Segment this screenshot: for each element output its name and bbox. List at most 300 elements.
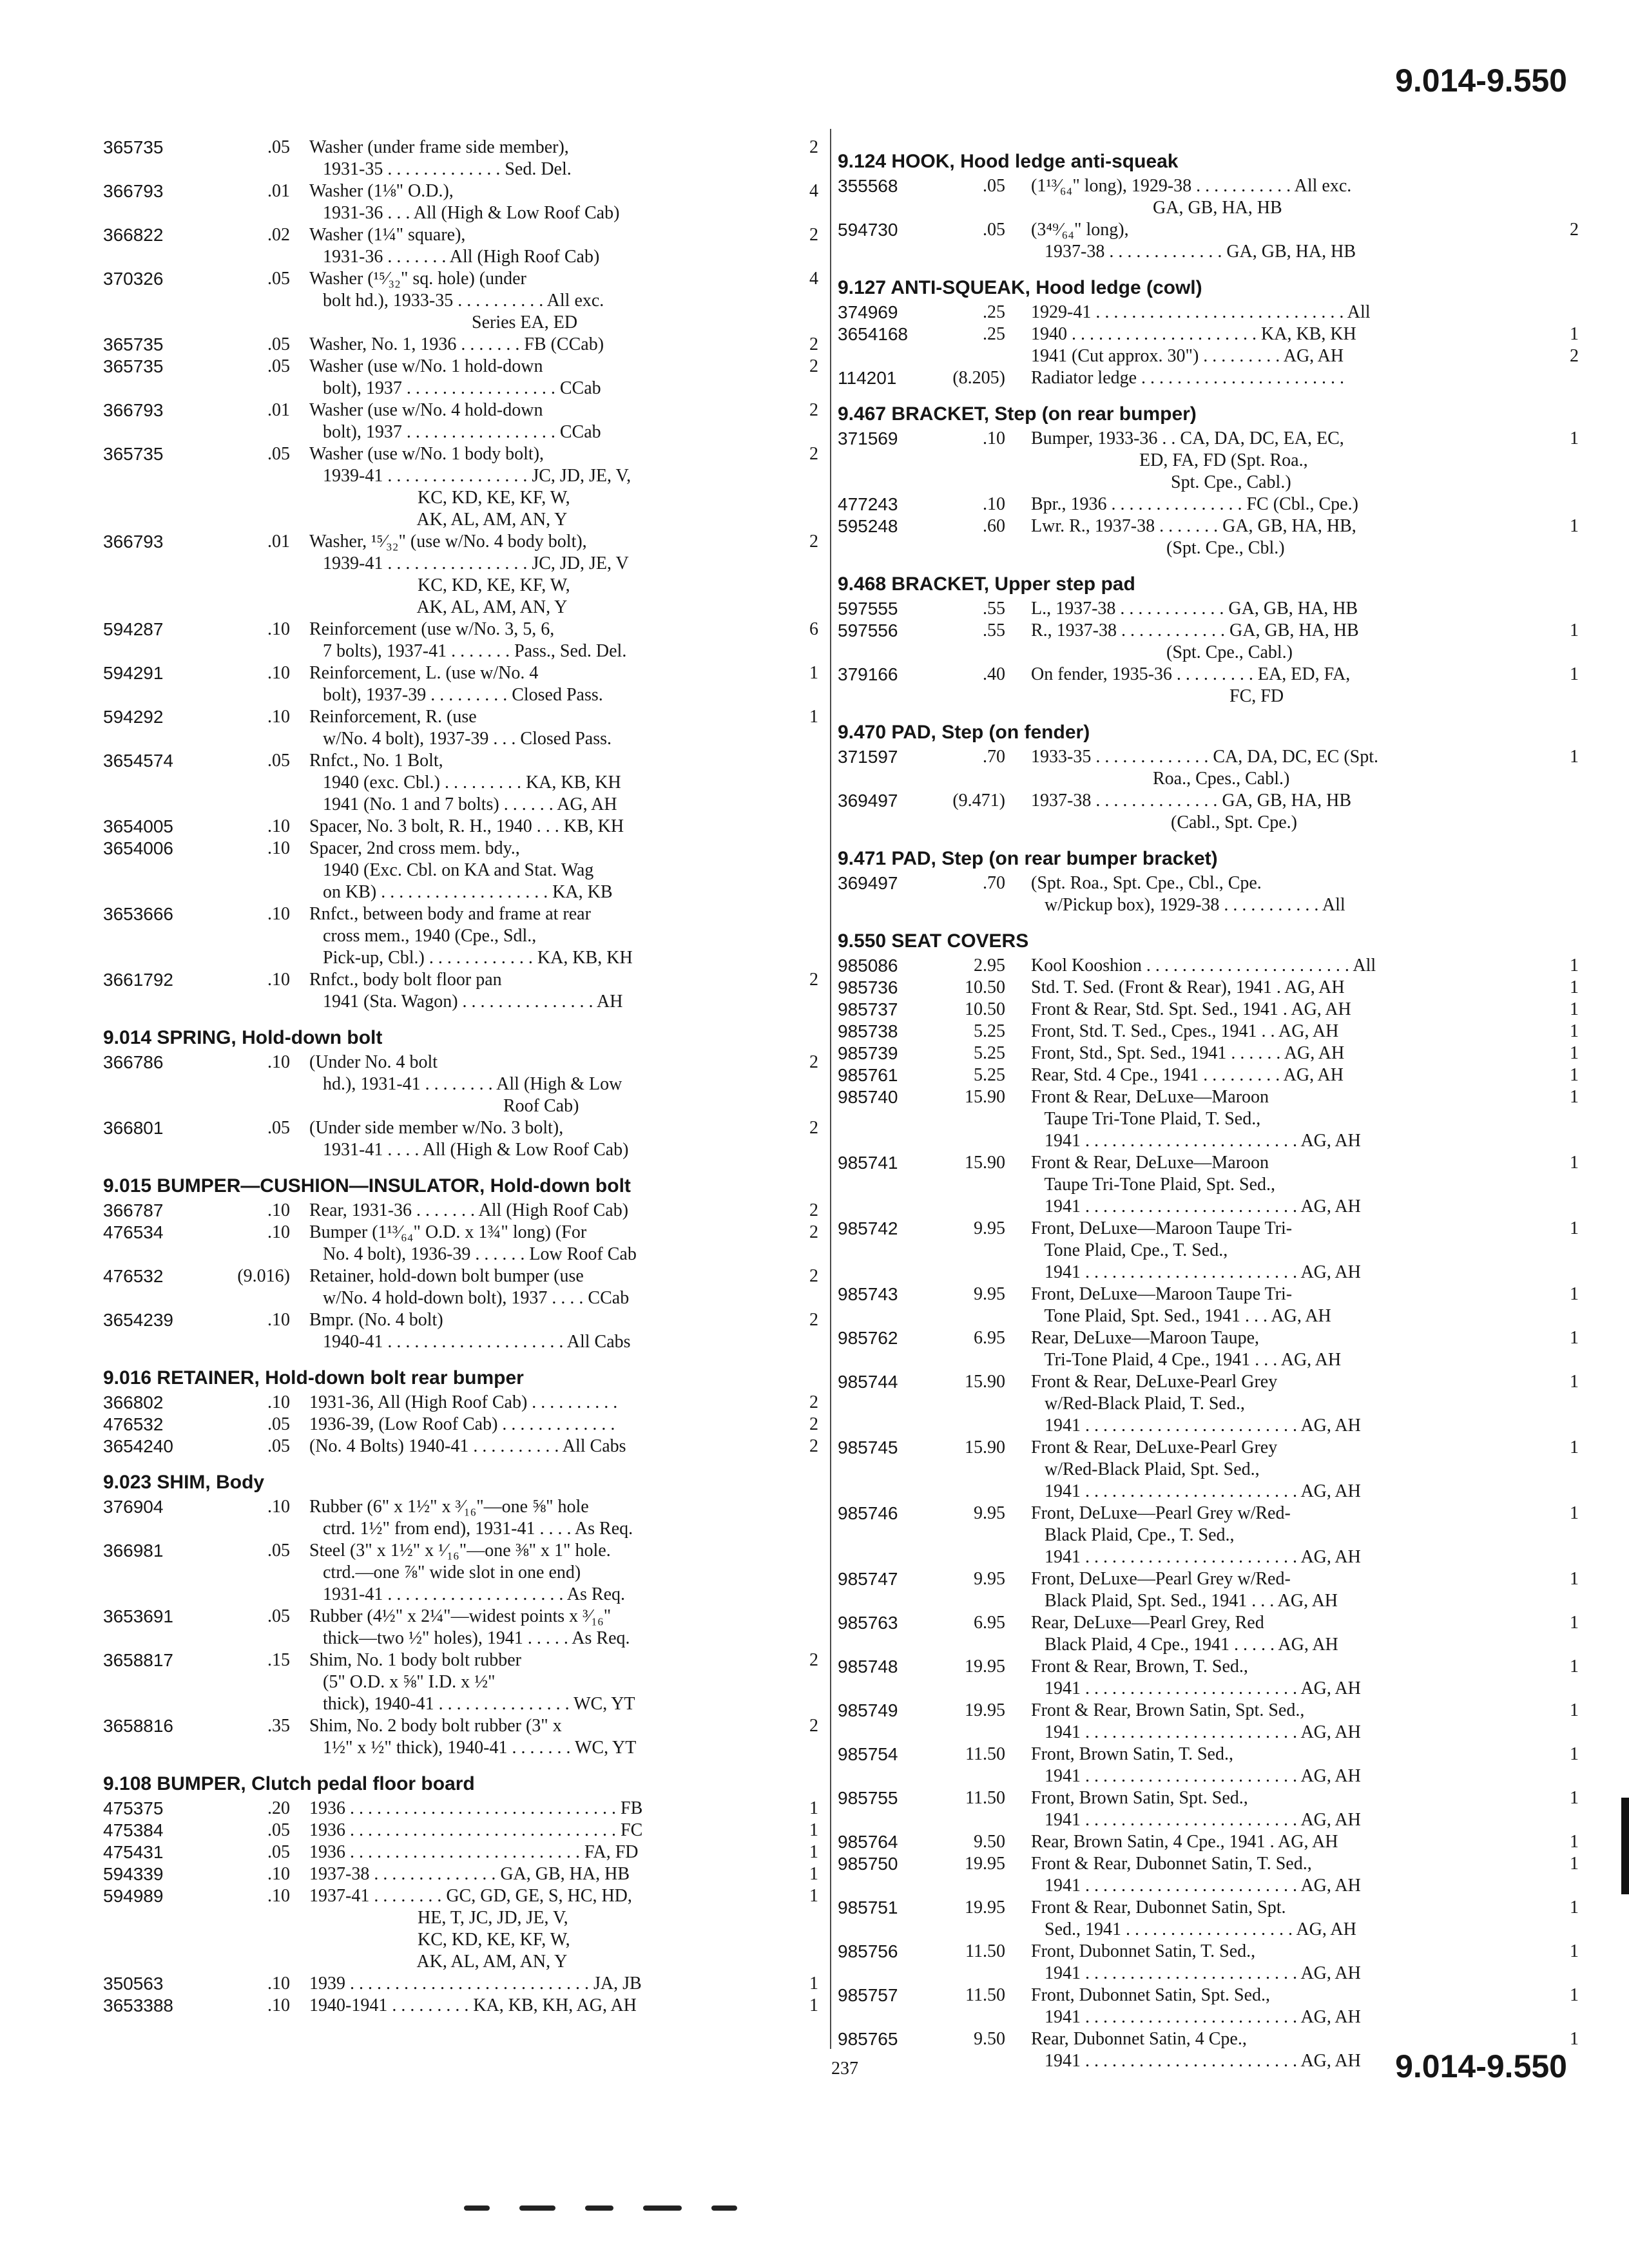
list-price: .10 (267, 1200, 290, 1220)
quantity: 1 (1570, 1437, 1579, 1457)
parts-group (838, 274, 1579, 389)
quantity: 1 (809, 1995, 818, 2015)
part-description: Washer (¹⁵⁄₃₂" sq. hole) (under bolt hd.), 1933-35 . . . . . . . . . . All exc. Series EA, ED (309, 269, 604, 332)
part-entry (838, 1700, 1579, 1744)
list-price: 11.50 (965, 1985, 1005, 2005)
list-price: 15.90 (965, 1437, 1005, 1457)
list-price: .55 (983, 599, 1005, 619)
quantity: 1 (809, 1974, 818, 1994)
list-price: .01 (267, 181, 290, 201)
list-price: 9.95 (974, 1569, 1005, 1589)
part-description: L., 1937-38 . . . . . . . . . . . . GA, GB, HA, HB (1031, 599, 1358, 619)
part-description: Rear, DeLuxe—Pearl Grey, Red Black Plaid, 4 Cpe., 1941 . . . . . AG, AH (1031, 1613, 1338, 1655)
part-entry (838, 872, 1579, 916)
part-description: Front, DeLuxe—Pearl Grey w/Red- Black Plaid, Cpe., T. Sed., 1941 . . . . . . . . . . . . . . . . . . . . . . . . AG, AH (1031, 1503, 1361, 1567)
part-description: Rnfct., body bolt floor pan 1941 (Sta. Wagon) . . . . . . . . . . . . . . . AH (309, 970, 623, 1012)
list-price: .10 (267, 619, 290, 639)
part-number: 594730 (838, 220, 898, 240)
part-description: Front, DeLuxe—Maroon Taupe Tri- Tone Plaid, Cpe., T. Sed., 1941 . . . . . . . . . . . . . . . . . . . . . . . . AG, AH (1031, 1218, 1361, 1282)
list-price: 11.50 (965, 1941, 1005, 1961)
quantity: 2 (809, 970, 818, 990)
quantity: 2 (809, 356, 818, 376)
part-number: 594291 (103, 663, 164, 683)
part-description: (Spt. Roa., Spt. Cpe., Cbl., Cpe. w/Pickup box), 1929-38 . . . . . . . . . . . All (1031, 873, 1345, 915)
quantity: 6 (809, 619, 818, 639)
quantity: 1 (1570, 977, 1579, 997)
smudge-mark (711, 2206, 737, 2211)
quantity: 1 (809, 663, 818, 683)
list-price: .10 (267, 1864, 290, 1884)
list-price: .10 (267, 663, 290, 683)
list-price: .60 (983, 516, 1005, 536)
part-number: 376904 (103, 1497, 164, 1517)
quantity: 2 (809, 334, 818, 354)
smudge-mark (643, 2206, 682, 2211)
quantity: 1 (809, 1886, 818, 1906)
parts-group (838, 719, 1579, 834)
parts-group (103, 1024, 818, 1161)
part-entry (103, 224, 818, 268)
part-number: 366786 (103, 1052, 164, 1072)
group-title: 9.023 SHIM, Body (103, 1472, 265, 1493)
part-entry (838, 515, 1579, 559)
part-number: 366801 (103, 1118, 164, 1138)
group-title: 9.014 SPRING, Hold-down bolt (103, 1027, 383, 1048)
part-number: 985756 (838, 1941, 898, 1961)
part-entry (838, 1064, 1579, 1086)
quantity: 1 (809, 1864, 818, 1884)
part-entry (838, 1897, 1579, 1941)
part-entry (103, 1540, 818, 1606)
column-divider (830, 129, 831, 2049)
part-description: Front, Std., Spt. Sed., 1941 . . . . . . AG, AH (1031, 1043, 1345, 1063)
part-description: Shim, No. 1 body bolt rubber (5" O.D. x ⅝" I.D. x ½" thick), 1940-41 . . . . . . . . . . . . . . . WC, YT (309, 1650, 635, 1714)
part-number: 985755 (838, 1788, 898, 1808)
part-entry (838, 1853, 1579, 1897)
part-description: Front & Rear, Std. Spt. Sed., 1941 . AG, AH (1031, 999, 1351, 1019)
part-description: Rear, Std. 4 Cpe., 1941 . . . . . . . . . AG, AH (1031, 1065, 1344, 1085)
part-number: 597556 (838, 620, 898, 640)
quantity: 1 (1570, 664, 1579, 684)
part-description: Front & Rear, Brown Satin, Spt. Sed., 1941 . . . . . . . . . . . . . . . . . . . . . . . . AG, AH (1031, 1700, 1361, 1742)
list-price: 19.95 (965, 1898, 1005, 1917)
part-number: 374969 (838, 302, 898, 322)
part-number: 594339 (103, 1864, 164, 1884)
quantity: 1 (1570, 747, 1579, 767)
part-description: 1936 . . . . . . . . . . . . . . . . . . . . . . . . . . . . . . FB (309, 1798, 643, 1818)
list-price: .40 (983, 664, 1005, 684)
part-description: 1937-41 . . . . . . . . GC, GD, GE, S, HC, HD, HE, T, JC, JD, JE, V, KC, KD, KE, KF, W, AK, AL, AM, AN, Y (309, 1886, 632, 1972)
part-entry (838, 323, 1579, 367)
part-number: 3654006 (103, 838, 174, 858)
part-number: 985748 (838, 1657, 898, 1677)
part-number: 371597 (838, 747, 898, 767)
part-entry (103, 399, 818, 443)
footer-page-range: 9.014-9.550 (1395, 2048, 1567, 2084)
part-number: 985743 (838, 1284, 898, 1304)
part-entry (838, 746, 1579, 790)
list-price: .10 (267, 1222, 290, 1242)
part-description: R., 1937-38 . . . . . . . . . . . . GA, GB, HA, HB (Spt. Cpe., Cabl.) (1031, 620, 1359, 662)
part-number: 379166 (838, 664, 898, 684)
quantity: 1 (1570, 1503, 1579, 1523)
part-number: 985741 (838, 1153, 898, 1173)
part-description: Bumper (1¹³⁄₆₄" O.D. x 1¾" long) (For No. 4 bolt), 1936-39 . . . . . . Low Roof Cab (309, 1222, 637, 1264)
part-description: Front & Rear, DeLuxe—Maroon Taupe Tri-Tone Plaid, Spt. Sed., 1941 . . . . . . . . . . . . . . . . . . . . . . . . AG, AH (1031, 1153, 1361, 1216)
group-title: 9.016 RETAINER, Hold-down bolt rear bumper (103, 1367, 524, 1389)
part-entry (103, 137, 818, 180)
part-description: 1936 . . . . . . . . . . . . . . . . . . . . . . . . . . FA, FD (309, 1842, 639, 1862)
parts-group (103, 137, 818, 1013)
part-entry (838, 664, 1579, 707)
part-number: 369497 (838, 791, 898, 811)
part-entry (838, 999, 1579, 1021)
parts-group (103, 1469, 818, 1759)
part-number: 985750 (838, 1854, 898, 1874)
list-price: .05 (267, 269, 290, 289)
part-number: 475384 (103, 1820, 164, 1840)
part-entry (103, 1973, 818, 1995)
quantity: 2 (809, 1310, 818, 1330)
part-entry (838, 1437, 1579, 1503)
part-number: 3654239 (103, 1310, 174, 1330)
part-entry (838, 790, 1579, 834)
list-price: .05 (267, 137, 290, 157)
part-entry (103, 706, 818, 750)
quantity: 2 (809, 137, 818, 157)
list-price: 19.95 (965, 1657, 1005, 1677)
part-description: (3⁴⁹⁄₆₄" long), 1937-38 . . . . . . . . . . . . . GA, GB, HA, HB (1031, 220, 1356, 262)
part-number: 366802 (103, 1392, 164, 1412)
part-description: Kool Kooshion . . . . . . . . . . . . . . . . . . . . . . . All (1031, 956, 1376, 975)
part-number: 594292 (103, 707, 164, 727)
part-entry (838, 955, 1579, 977)
part-description: Reinforcement, R. (use w/No. 4 bolt), 1937-39 . . . Closed Pass. (309, 707, 612, 749)
list-price: .10 (267, 1974, 290, 1994)
part-description: 1936 . . . . . . . . . . . . . . . . . . . . . . . . . . . . . . FC (309, 1820, 643, 1840)
list-price: (9.016) (237, 1266, 290, 1286)
part-entry (103, 1820, 818, 1841)
group-title: 9.550 SEAT COVERS (838, 930, 1029, 952)
quantity: 2 (809, 1118, 818, 1138)
group-title: 9.127 ANTI-SQUEAK, Hood ledge (cowl) (838, 277, 1202, 298)
part-entry (103, 1496, 818, 1540)
part-entry (103, 1392, 818, 1414)
part-entry (838, 1086, 1579, 1152)
part-entry (103, 1200, 818, 1222)
quantity: 1 2 (1570, 324, 1579, 366)
part-description: Rnfct., No. 1 Bolt, 1940 (exc. Cbl.) . . . . . . . . . KA, KB, KH 1941 (No. 1 and 7 bolts) . . . . . . AG, AH (309, 751, 621, 814)
list-price: 5.25 (974, 1021, 1005, 1041)
list-price: .10 (267, 1995, 290, 2015)
quantity: 1 (1570, 1328, 1579, 1348)
list-price: 6.95 (974, 1613, 1005, 1633)
part-description: 1929-41 . . . . . . . . . . . . . . . . . . . . . . . . . . . . All (1031, 302, 1371, 322)
part-number: 476534 (103, 1222, 164, 1242)
quantity: 1 (1570, 1941, 1579, 1961)
part-description: Washer (under frame side member), 1931-35 . . . . . . . . . . . . . Sed. Del. (309, 137, 572, 179)
part-number: 985764 (838, 1832, 898, 1852)
group-title: 9.467 BRACKET, Step (on rear bumper) (838, 403, 1197, 425)
list-price: .15 (267, 1650, 290, 1670)
quantity: 1 (809, 1820, 818, 1840)
smudge-mark (464, 2206, 490, 2211)
part-number: 985751 (838, 1898, 898, 1917)
group-title: 9.468 BRACKET, Upper step pad (838, 573, 1135, 595)
group-title: 9.470 PAD, Step (on fender) (838, 722, 1090, 743)
part-number: 366981 (103, 1541, 164, 1561)
part-number: 985742 (838, 1218, 898, 1238)
list-price: 9.95 (974, 1218, 1005, 1238)
part-description: Spacer, 2nd cross mem. bdy., 1940 (Exc. Cbl. on KA and Stat. Wag on KB) . . . . . . . . . . . . . . . . . . . KA, KB (309, 838, 613, 902)
part-description: Steel (3" x 1½" x ¹⁄₁₆"—one ⅜" x 1" hole. ctrd.—one ⅞" wide slot in one end) 1931-41 . . . . . . . . . . . . . . . . . . . . As Req. (309, 1541, 625, 1604)
list-price: 9.50 (974, 1832, 1005, 1852)
part-number: 3654168 (838, 324, 909, 344)
part-entry (838, 1612, 1579, 1656)
group-title: 9.015 BUMPER—CUSHION—INSULATOR, Hold-down bolt (103, 1175, 631, 1196)
part-entry (103, 1052, 818, 1117)
part-number: 355568 (838, 176, 898, 196)
part-entry (103, 1265, 818, 1309)
part-description: Rnfct., between body and frame at rear cross mem., 1940 (Cpe., Sdl., Pick-up, Cbl.) . . . . . . . . . . . . KA, KB, KH (309, 904, 633, 968)
quantity: 2 (809, 1436, 818, 1456)
list-price: .05 (267, 1414, 290, 1434)
list-price: 9.95 (974, 1503, 1005, 1523)
quantity: 2 (809, 1200, 818, 1220)
part-description: Shim, No. 2 body bolt rubber (3" x 1½" x ½" thick), 1940-41 . . . . . . . WC, YT (309, 1716, 637, 1758)
part-number: 3654574 (103, 751, 174, 771)
part-description: Lwr. R., 1937-38 . . . . . . . GA, GB, HA, HB, (Spt. Cpe., Cbl.) (1031, 516, 1356, 558)
part-description: Front, Std. T. Sed., Cpes., 1941 . . AG, AH (1031, 1021, 1339, 1041)
part-description: (Under No. 4 bolt hd.), 1931-41 . . . . . . . . All (High & Low Roof Cab) (309, 1052, 622, 1116)
list-price: .10 (983, 428, 1005, 448)
part-entry (103, 180, 818, 224)
part-description: Reinforcement (use w/No. 3, 5, 6, 7 bolts), 1937-41 . . . . . . . Pass., Sed. Del. (309, 619, 627, 661)
parts-group (103, 1173, 818, 1353)
part-entry (838, 598, 1579, 620)
quantity: 2 (809, 225, 818, 245)
part-entry (103, 1436, 818, 1457)
list-price: .05 (267, 1436, 290, 1456)
quantity: 1 (1570, 1569, 1579, 1589)
part-entry (838, 175, 1579, 219)
part-description: Std. T. Sed. (Front & Rear), 1941 . AG, AH (1031, 977, 1345, 997)
quantity: 1 (1570, 1065, 1579, 1085)
part-number: 3658817 (103, 1650, 174, 1670)
part-number: 985765 (838, 2029, 898, 2049)
part-number: 985747 (838, 1569, 898, 1589)
quantity: 1 (1570, 956, 1579, 975)
quantity: 1 (809, 1798, 818, 1818)
part-number: 350563 (103, 1974, 164, 1994)
parts-group (838, 928, 1579, 2072)
part-description: Washer, No. 1, 1936 . . . . . . . FB (CCab) (309, 334, 604, 354)
part-description: Washer (use w/No. 4 hold-down bolt), 1937 . . . . . . . . . . . . . . . . . CCab (309, 400, 601, 442)
quantity: 1 (1570, 516, 1579, 536)
part-number: 371569 (838, 428, 898, 448)
part-number: 985762 (838, 1328, 898, 1348)
smudge-mark (519, 2206, 555, 2211)
list-price: .55 (983, 620, 1005, 640)
part-entry (838, 1744, 1579, 1787)
part-description: Front & Rear, DeLuxe-Pearl Grey w/Red-Black Plaid, Spt. Sed., 1941 . . . . . . . . . . . . . . . . . . . . . . . . AG, AH (1031, 1437, 1361, 1501)
part-description: Front & Rear, Dubonnet Satin, T. Sed., 1941 . . . . . . . . . . . . . . . . . . . . . . . . AG, AH (1031, 1854, 1361, 1896)
part-description: Bmpr. (No. 4 bolt) 1940-41 . . . . . . . . . . . . . . . . . . . . All Cabs (309, 1310, 631, 1352)
part-description: Rear, 1931-36 . . . . . . . All (High Roof Cab) (309, 1200, 629, 1220)
part-entry (838, 1984, 1579, 2028)
part-number: 3654240 (103, 1436, 174, 1456)
quantity: 2 (809, 444, 818, 464)
part-description: Washer (use w/No. 1 body bolt), 1939-41 . . . . . . . . . . . . . . . . JC, JD, JE, V, KC, KD, KE, KF, W, AK, AL, AM, AN, Y (309, 444, 631, 530)
part-description: Washer (use w/No. 1 hold-down bolt), 1937 . . . . . . . . . . . . . . . . . CCab (309, 356, 601, 398)
page-number: 237 (831, 2059, 858, 2079)
list-price: 19.95 (965, 1854, 1005, 1874)
part-entry (103, 1715, 818, 1759)
list-price: .10 (267, 904, 290, 924)
part-description: Rear, Brown Satin, 4 Cpe., 1941 . AG, AH (1031, 1832, 1338, 1852)
quantity: 1 (1570, 999, 1579, 1019)
list-price: .10 (267, 1310, 290, 1330)
list-price: 15.90 (965, 1372, 1005, 1392)
part-entry (103, 1222, 818, 1265)
part-entry (103, 443, 818, 531)
list-price: 9.95 (974, 1284, 1005, 1304)
list-price: .01 (267, 400, 290, 420)
part-number: 985749 (838, 1700, 898, 1720)
smudge-mark (585, 2206, 613, 2211)
part-description: Retainer, hold-down bolt bumper (use w/No. 4 hold-down bolt), 1937 . . . . CCab (309, 1266, 630, 1308)
list-price: 10.50 (965, 977, 1005, 997)
list-price: 15.90 (965, 1153, 1005, 1173)
part-entry (103, 1117, 818, 1161)
part-description: 1937-38 . . . . . . . . . . . . . . GA, GB, HA, HB (Cabl., Spt. Cpe.) (1031, 791, 1351, 832)
part-description: Bumper, 1933-36 . . CA, DA, DC, EA, EC, ED, FA, FD (Spt. Roa., Spt. Cpe., Cabl.) (1031, 428, 1344, 492)
part-number: 3661792 (103, 970, 174, 990)
part-description: 1933-35 . . . . . . . . . . . . . CA, DA, DC, EC (Spt. Roa., Cpes., Cabl.) (1031, 747, 1379, 789)
list-price: 2.95 (974, 956, 1005, 975)
part-description: Rear, DeLuxe—Maroon Taupe, Tri-Tone Plaid, 4 Cpe., 1941 . . . AG, AH (1031, 1328, 1342, 1370)
list-price: 5.25 (974, 1065, 1005, 1085)
quantity: 1 (809, 1842, 818, 1862)
part-description: Front, Dubonnet Satin, T. Sed., 1941 . . . . . . . . . . . . . . . . . . . . . . . . AG, AH (1031, 1941, 1361, 1983)
list-price: 11.50 (965, 1788, 1005, 1808)
part-entry (103, 356, 818, 399)
part-number: 985744 (838, 1372, 898, 1392)
quantity: 2 (809, 400, 818, 420)
part-number: 3653666 (103, 904, 174, 924)
quantity: 1 (1570, 1985, 1579, 2005)
list-price: .20 (267, 1798, 290, 1818)
part-entry (838, 1787, 1579, 1831)
part-number: 370326 (103, 269, 164, 289)
part-description: Rubber (6" x 1½" x ³⁄₁₆"—one ⅝" hole ctrd. 1½" from end), 1931-41 . . . . As Req. (309, 1497, 633, 1539)
quantity: 1 (1570, 620, 1579, 640)
list-price: .05 (267, 1842, 290, 1862)
list-price: .10 (267, 1886, 290, 1906)
list-price: 15.90 (965, 1087, 1005, 1107)
parts-group (838, 148, 1579, 263)
quantity: 4 (809, 181, 818, 201)
quantity: 1 (1570, 1372, 1579, 1392)
part-number: 985763 (838, 1613, 898, 1633)
part-description: Front, DeLuxe—Maroon Taupe Tri- Tone Plaid, Spt. Sed., 1941 . . . AG, AH (1031, 1284, 1331, 1326)
part-entry (103, 1798, 818, 1820)
quantity: 1 (1570, 2029, 1579, 2049)
list-price: .05 (267, 751, 290, 771)
part-description: 1940-1941 . . . . . . . . . KA, KB, KH, AG, AH (309, 1995, 637, 2015)
part-number: 985745 (838, 1437, 898, 1457)
parts-group (103, 1771, 818, 2017)
part-description: Rear, Dubonnet Satin, 4 Cpe., 1941 . . . . . . . . . . . . . . . . . . . . . . . . AG, AH (1031, 2029, 1361, 2071)
part-number: 366793 (103, 532, 164, 552)
part-description: 1939 . . . . . . . . . . . . . . . . . . . . . . . . . . . JA, JB (309, 1974, 642, 1994)
part-description: Washer (1¼" square), 1931-36 . . . . . . . All (High Roof Cab) (309, 225, 600, 267)
part-entry (103, 1863, 818, 1885)
part-number: 369497 (838, 873, 898, 893)
left-column (103, 137, 818, 2028)
list-price: .10 (267, 970, 290, 990)
part-entry (838, 1831, 1579, 1853)
part-number: 985740 (838, 1087, 898, 1107)
quantity: 1 (1570, 428, 1579, 448)
list-price: .70 (983, 873, 1005, 893)
quantity: 1 (1570, 1744, 1579, 1764)
list-price: .25 (983, 302, 1005, 322)
quantity: 2 (809, 1716, 818, 1736)
part-description: Front & Rear, Brown, T. Sed., 1941 . . . . . . . . . . . . . . . . . . . . . . . . AG, AH (1031, 1657, 1361, 1698)
part-number: 365735 (103, 356, 164, 376)
part-entry (103, 903, 818, 969)
quantity: 1 (1570, 1854, 1579, 1874)
list-price: (9.471) (952, 791, 1005, 811)
part-number: 985757 (838, 1985, 898, 2005)
quantity: 2 (809, 1414, 818, 1434)
quantity: 1 (1570, 1043, 1579, 1063)
parts-group (838, 401, 1579, 559)
list-price: .10 (267, 1497, 290, 1517)
quantity: 2 (809, 1052, 818, 1072)
list-price: .10 (267, 1392, 290, 1412)
part-number: 595248 (838, 516, 898, 536)
part-number: 365735 (103, 137, 164, 157)
list-price: .25 (983, 324, 1005, 344)
part-description: Front, Brown Satin, T. Sed., 1941 . . . . . . . . . . . . . . . . . . . . . . . . AG, AH (1031, 1744, 1361, 1786)
list-price: .10 (267, 838, 290, 858)
list-price: .10 (267, 816, 290, 836)
part-description: Front, Brown Satin, Spt. Sed., 1941 . . . . . . . . . . . . . . . . . . . . . . . . AG, AH (1031, 1788, 1361, 1830)
group-title: 9.124 HOOK, Hood ledge anti-squeak (838, 151, 1179, 172)
parts-group (838, 571, 1579, 707)
list-price: .35 (267, 1716, 290, 1736)
part-entry (838, 219, 1579, 263)
part-number: 985737 (838, 999, 898, 1019)
quantity: 1 (1570, 1218, 1579, 1238)
part-description: (1¹³⁄₆₄" long), 1929-38 . . . . . . . . . . . All exc. GA, GB, HA, HB (1031, 176, 1352, 218)
part-number: 985736 (838, 977, 898, 997)
part-number: 365735 (103, 444, 164, 464)
part-entry (103, 619, 818, 662)
part-description: Washer (1⅛" O.D.), 1931-36 . . . All (High & Low Roof Cab) (309, 181, 620, 223)
part-description: 1936-39, (Low Roof Cab) . . . . . . . . . . . . . (309, 1414, 615, 1434)
scan-edge-mark (1621, 1798, 1629, 1894)
quantity: 2 (809, 1392, 818, 1412)
part-entry (103, 1606, 818, 1649)
part-number: 3654005 (103, 816, 174, 836)
list-price: .01 (267, 532, 290, 552)
list-price: .10 (267, 1052, 290, 1072)
list-price: .70 (983, 747, 1005, 767)
parts-group (838, 845, 1579, 916)
